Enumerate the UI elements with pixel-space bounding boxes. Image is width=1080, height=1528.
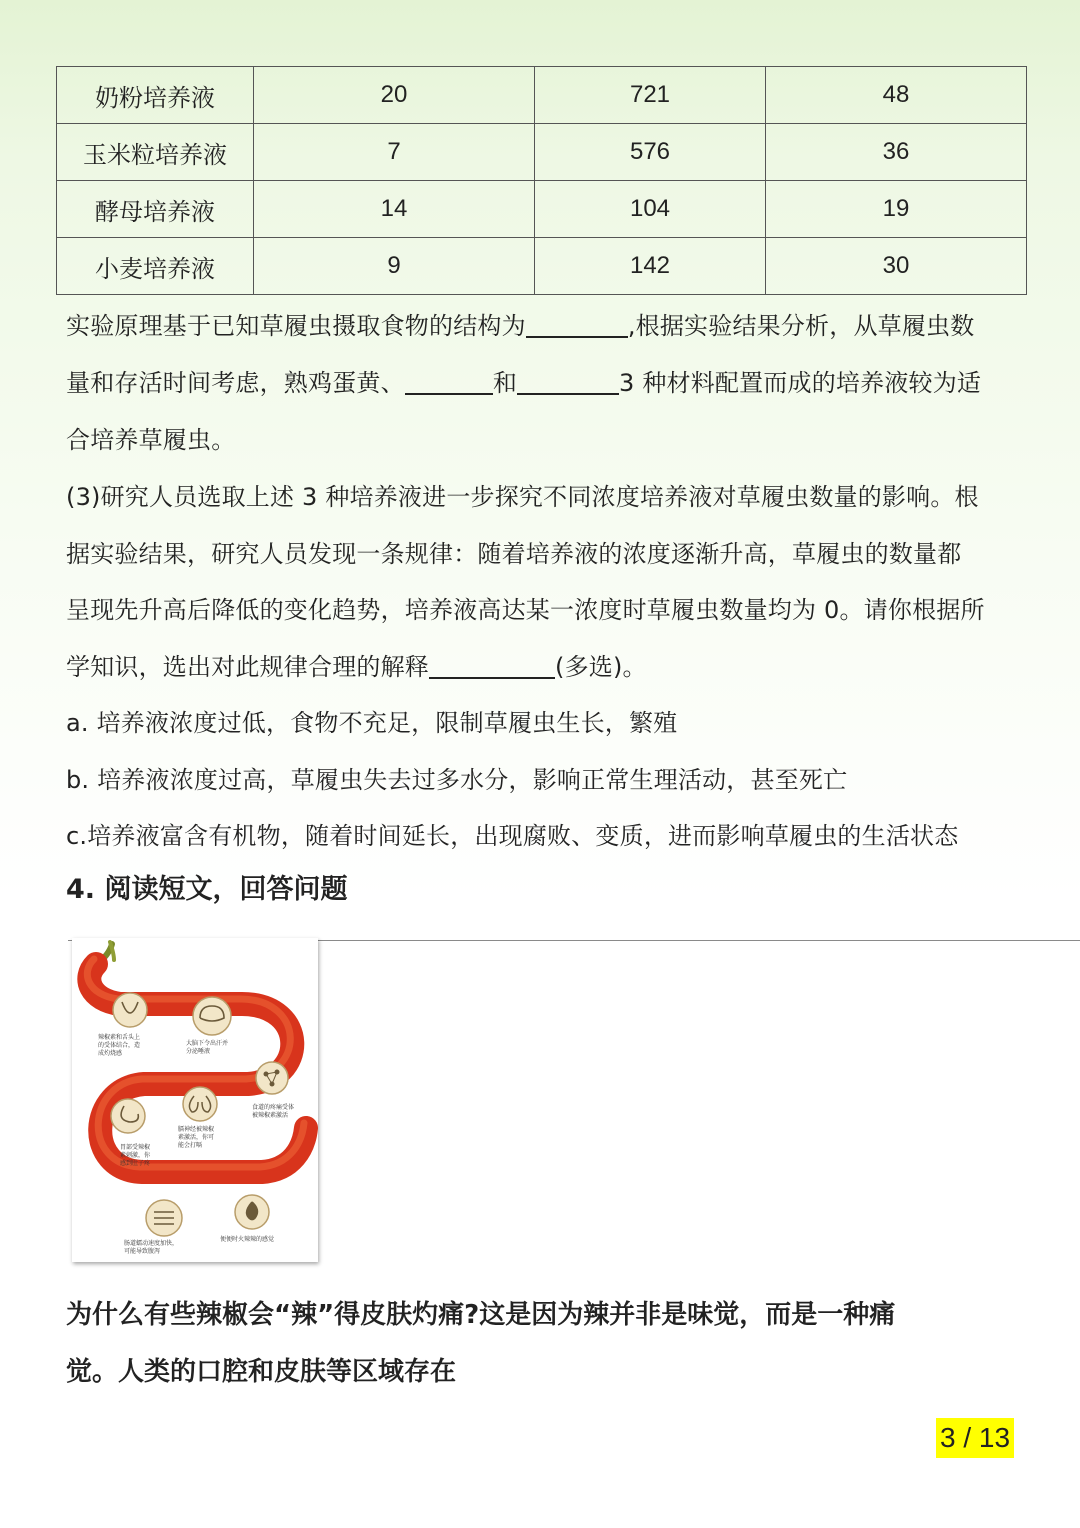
table-cell: 14 xyxy=(254,181,535,238)
chili-infographic xyxy=(72,938,318,1262)
fire-icon xyxy=(235,1195,269,1229)
table-cell: 142 xyxy=(535,238,766,295)
answer-blank[interactable] xyxy=(429,653,555,679)
table-cell: 小麦培养液 xyxy=(57,238,254,295)
table-cell: 20 xyxy=(254,67,535,124)
answer-blank[interactable] xyxy=(517,369,619,395)
table-cell: 36 xyxy=(766,124,1027,181)
table-row xyxy=(57,238,1027,295)
lungs-icon xyxy=(183,1087,217,1121)
question-heading: 4. 阅读短文，回答问题 xyxy=(66,874,348,905)
table-cell: 48 xyxy=(766,67,1027,124)
caption-lungs: 膈神经被辣椒 素激活，你可 能会打嗝 xyxy=(178,1126,215,1149)
brain-icon xyxy=(193,997,231,1035)
culture-data-table xyxy=(56,66,1027,295)
text-span: 量和存活时间考虑，熟鸡蛋黄、 xyxy=(66,369,405,397)
caption-stomach: 胃部受辣椒 素刺激，你 感到肚子疼 xyxy=(120,1144,151,1167)
answer-blank[interactable] xyxy=(526,312,628,338)
intestine-icon xyxy=(146,1200,182,1236)
table-row xyxy=(57,181,1027,238)
option-a: a. 培养液浓度过低，食物不充足，限制草履虫生长，繁殖 xyxy=(66,709,678,737)
table-cell: 721 xyxy=(535,67,766,124)
paragraph-line xyxy=(66,310,974,342)
table-cell: 30 xyxy=(766,238,1027,295)
text-span: 学知识，选出对此规律合理的解释 xyxy=(66,653,429,681)
paragraph-line: (3)研究人员选取上述 3 种培养液进一步探究不同浓度培养液对草履虫数量的影响。根 xyxy=(66,483,979,511)
paragraph-line: 据实验结果，研究人员发现一条规律：随着培养液的浓度逐渐升高，草履虫的数量都 xyxy=(66,540,962,568)
option-b: b. 培养液浓度过高，草履虫失去过多水分，影响正常生理活动，甚至死亡 xyxy=(66,766,848,794)
tongue-icon xyxy=(113,993,147,1027)
chili-pepper-illustration xyxy=(72,938,318,1262)
page-number: 3 / 13 xyxy=(936,1418,1014,1458)
caption-fire: 便便时火辣辣的感觉 xyxy=(220,1236,275,1243)
text-span: 3 种材料配置而成的培养液较为适 xyxy=(619,369,982,397)
table-cell: 酵母培养液 xyxy=(57,181,254,238)
paragraph-line xyxy=(66,651,647,683)
caption-brain: 大脑下令出汗并 分泌唾液 xyxy=(186,1040,229,1055)
table-cell: 576 xyxy=(535,124,766,181)
text-span: 实验原理基于已知草履虫摄取食物的结构为 xyxy=(66,312,526,340)
paragraph-line xyxy=(66,367,981,399)
table-cell: 104 xyxy=(535,181,766,238)
passage-line: 觉。人类的口腔和皮肤等区域存在 xyxy=(66,1357,457,1387)
paragraph-line: 呈现先升高后降低的变化趋势，培养液高达某一浓度时草履虫数量均为 0。请你根据所 xyxy=(66,596,985,624)
table-cell: 9 xyxy=(254,238,535,295)
caption-tongue: 辣椒素和舌头上 的受体结合，造 成灼烧感 xyxy=(98,1034,141,1057)
option-c: c.培养液富含有机物，随着时间延长，出现腐败、变质，进而影响草履虫的生活状态 xyxy=(66,822,959,850)
stomach-icon xyxy=(111,1099,145,1133)
table-cell: 玉米粒培养液 xyxy=(57,124,254,181)
text-span: 和 xyxy=(492,369,518,397)
passage-line: 为什么有些辣椒会“辣”得皮肤灼痛?这是因为辣并非是味觉，而是一种痛 xyxy=(66,1300,896,1330)
answer-blank[interactable] xyxy=(405,369,493,395)
caption-esophagus: 食道的疼痛受体 被辣椒素激活 xyxy=(252,1104,295,1119)
nerve-icon xyxy=(256,1062,288,1094)
table-cell: 19 xyxy=(766,181,1027,238)
text-span: ,根据实验结果分析，从草履虫数 xyxy=(627,312,975,340)
table-row xyxy=(57,124,1027,181)
table-row xyxy=(57,67,1027,124)
table-cell: 奶粉培养液 xyxy=(57,67,254,124)
paragraph-line: 合培养草履虫。 xyxy=(66,426,236,454)
text-span: (多选)。 xyxy=(555,653,647,681)
caption-intestine: 肠道蠕动速度加快， 可能导致腹泻 xyxy=(124,1240,179,1255)
table-cell: 7 xyxy=(254,124,535,181)
